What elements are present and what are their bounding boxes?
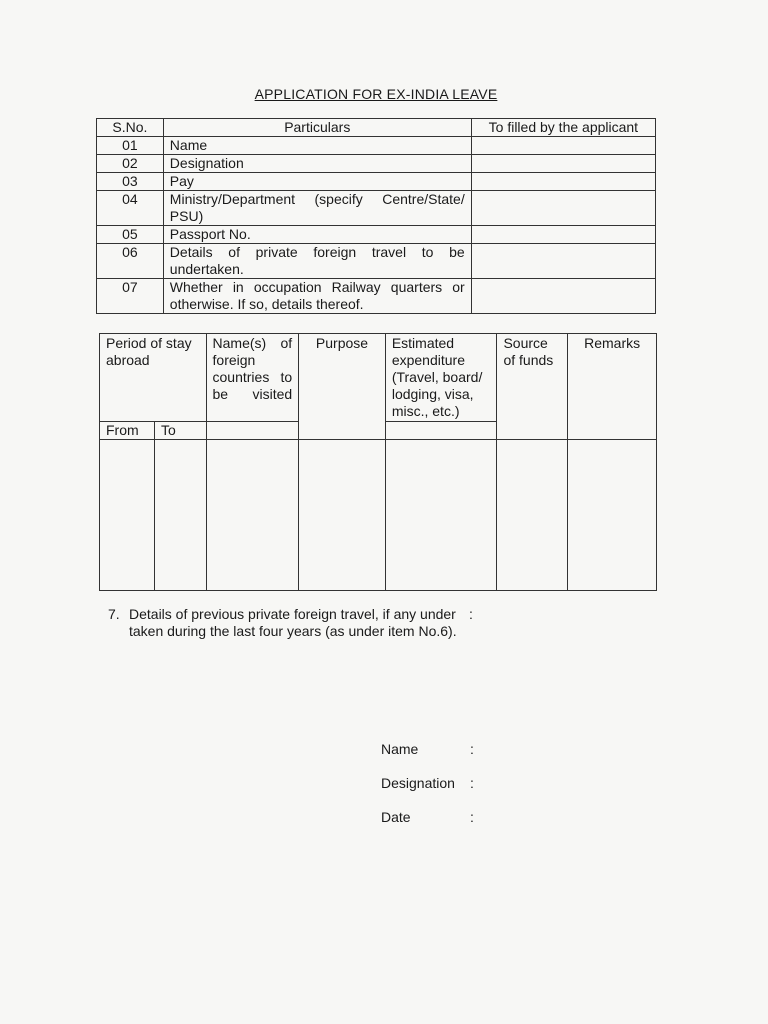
table-row — [100, 440, 657, 591]
applicant-entry-cell[interactable] — [471, 226, 655, 244]
particulars-table — [96, 118, 656, 314]
remarks-entry-cell[interactable] — [568, 440, 657, 591]
from-entry-cell[interactable] — [100, 440, 155, 591]
item-text: Details of previous private foreign travel, if any under taken during the last four years (as under item No.6). — [129, 606, 457, 639]
col-header-countries: Name(s) of foreign countries to be visited — [206, 334, 299, 422]
expenditure-entry-cell[interactable] — [385, 440, 497, 591]
table-row — [97, 244, 656, 279]
travel-details-table — [99, 333, 657, 591]
table-row — [97, 279, 656, 314]
date-label: Date — [381, 809, 411, 825]
table-row — [97, 137, 656, 155]
row-number: 01 — [97, 137, 164, 155]
row-particular: Designation — [163, 155, 471, 173]
row-particular: Pay — [163, 173, 471, 191]
table-row — [97, 226, 656, 244]
designation-colon: : — [470, 775, 474, 791]
name-label: Name — [381, 741, 419, 757]
applicant-entry-cell[interactable] — [471, 279, 655, 314]
countries-entry-cell[interactable] — [206, 440, 299, 591]
row-number: 04 — [97, 191, 164, 226]
applicant-entry-cell[interactable] — [471, 191, 655, 226]
col-header-applicant: To filled by the applicant — [471, 119, 655, 137]
row-particular: Ministry/Department (specify Centre/State/ PSU) — [163, 191, 471, 226]
row-number: 02 — [97, 155, 164, 173]
row-particular: Details of private foreign travel to be undertaken. — [163, 244, 471, 279]
col-header-source: Source of funds — [497, 334, 568, 440]
applicant-entry-cell[interactable] — [471, 173, 655, 191]
applicant-entry-cell[interactable] — [471, 155, 655, 173]
col-header-particulars: Particulars — [163, 119, 471, 137]
col-header-purpose: Purpose — [299, 334, 386, 440]
row-particular: Passport No. — [163, 226, 471, 244]
source-entry-cell[interactable] — [497, 440, 568, 591]
table-row — [97, 155, 656, 173]
table-row — [97, 173, 656, 191]
item-colon: : — [469, 606, 473, 622]
to-entry-cell[interactable] — [155, 440, 206, 591]
empty-cell — [385, 422, 497, 440]
applicant-entry-cell[interactable] — [471, 137, 655, 155]
empty-cell — [206, 422, 299, 440]
applicant-entry-cell[interactable] — [471, 244, 655, 279]
name-colon: : — [470, 741, 474, 757]
table-header-row — [97, 119, 656, 137]
table-row — [97, 191, 656, 226]
purpose-entry-cell[interactable] — [299, 440, 386, 591]
row-number: 05 — [97, 226, 164, 244]
designation-label: Designation — [381, 775, 455, 791]
row-number: 06 — [97, 244, 164, 279]
item-number: 7. — [108, 606, 120, 622]
row-number: 07 — [97, 279, 164, 314]
row-particular: Whether in occupation Railway quarters or otherwise. If so, details thereof. — [163, 279, 471, 314]
col-header-period: Period of stay abroad — [100, 334, 207, 422]
col-header-remarks: Remarks — [568, 334, 657, 440]
row-particular: Name — [163, 137, 471, 155]
row-number: 03 — [97, 173, 164, 191]
table-header-row — [100, 334, 657, 422]
col-header-from: From — [100, 422, 155, 440]
col-header-sno: S.No. — [97, 119, 164, 137]
col-header-expenditure: Estimated expenditure (Travel, board/ lodging, visa, misc., etc.) — [385, 334, 497, 422]
col-header-to: To — [155, 422, 206, 440]
date-colon: : — [470, 809, 474, 825]
document-title: APPLICATION FOR EX-INDIA LEAVE — [254, 86, 498, 102]
